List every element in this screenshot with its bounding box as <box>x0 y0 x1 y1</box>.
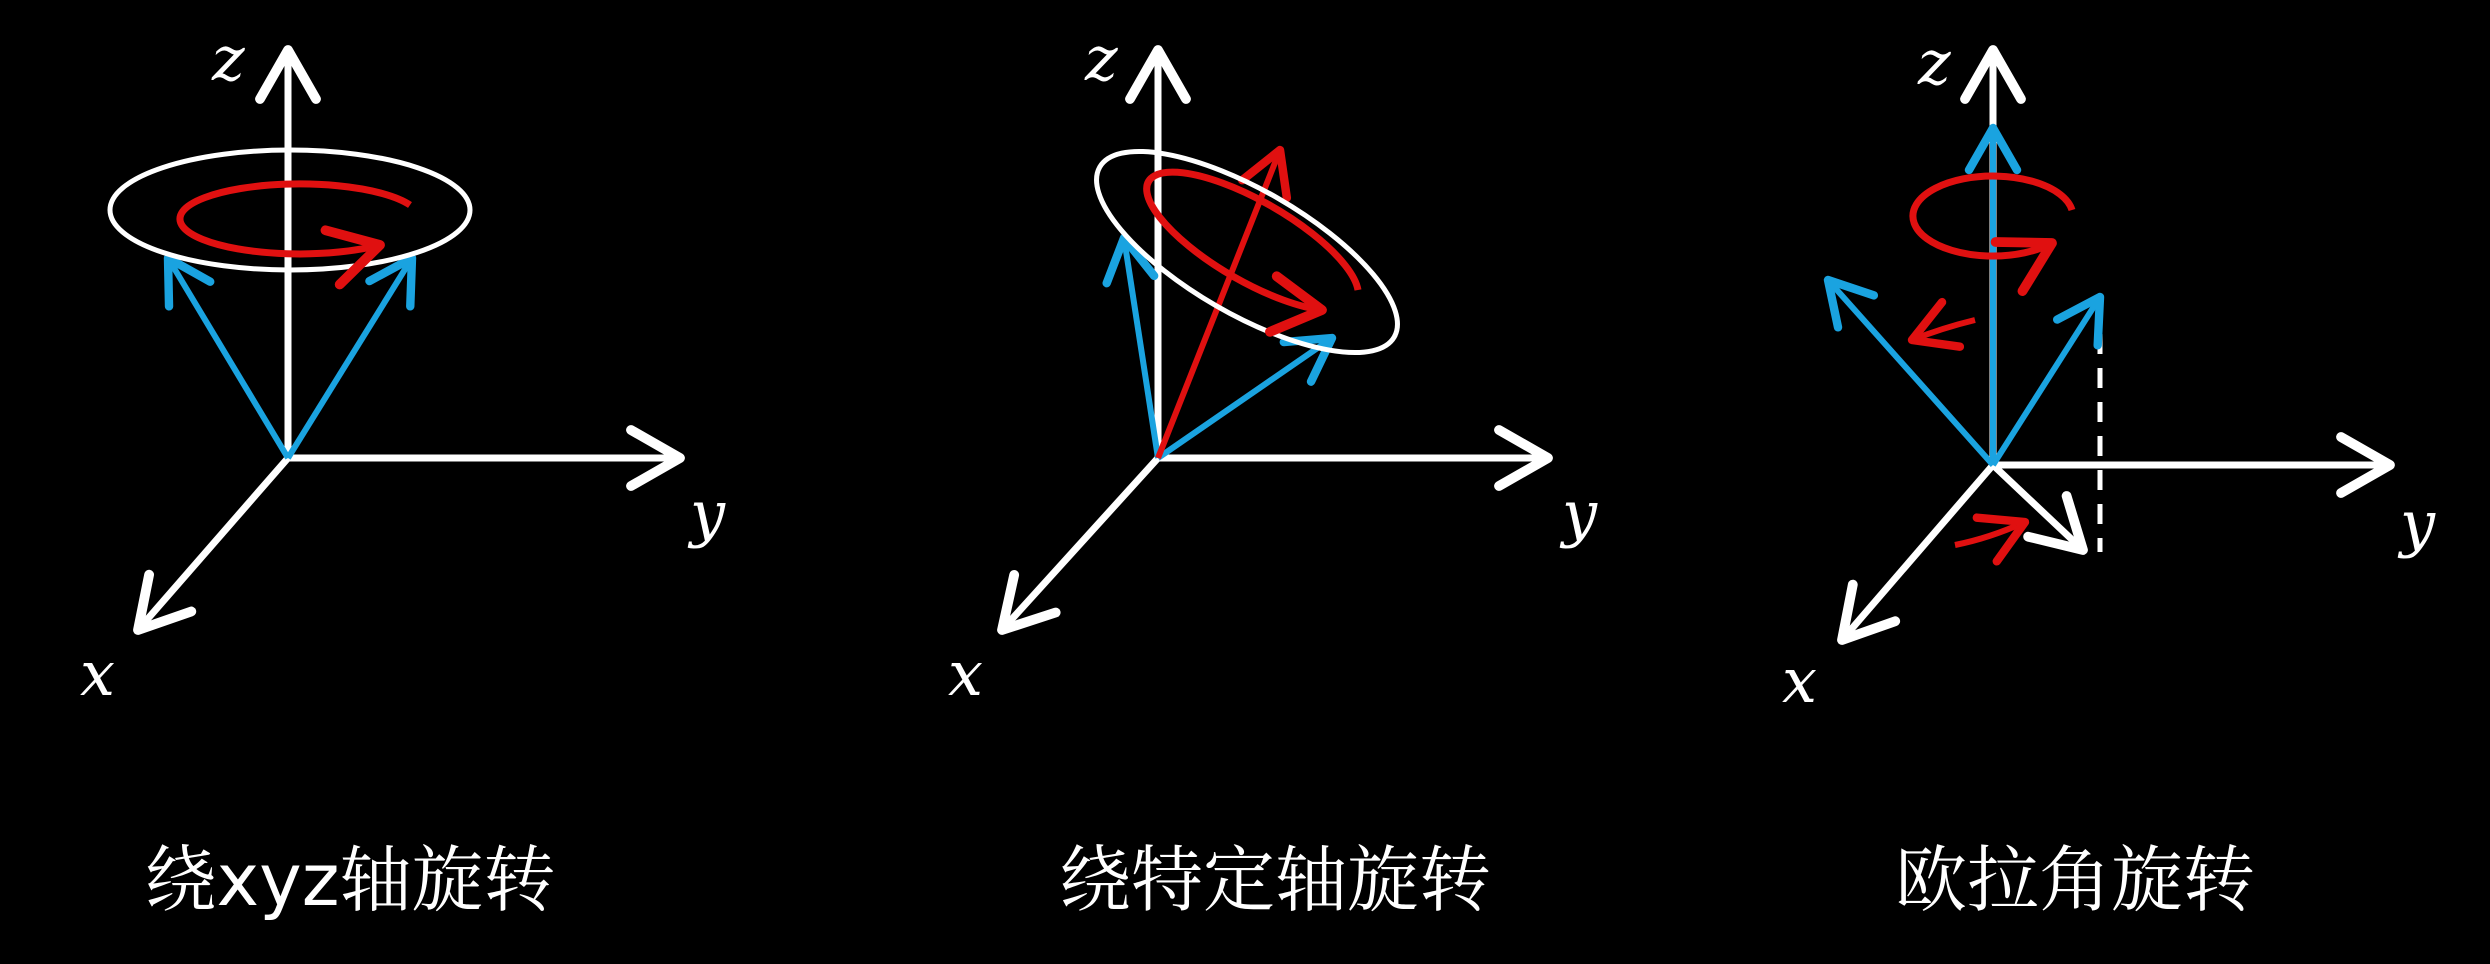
vector-right <box>288 258 412 458</box>
x-axis <box>1842 465 1993 640</box>
vector-right <box>1993 297 2100 465</box>
panel-caption: 欧拉角旋转 <box>1894 838 2256 922</box>
rotation-arrow-base <box>1955 522 2025 545</box>
panel-euler-rotation <box>1782 26 2436 922</box>
z-axis-label: z <box>212 22 245 95</box>
z-axis-label: z <box>1918 26 1951 99</box>
x-axis <box>1002 458 1158 630</box>
y-axis-label: y <box>690 477 726 550</box>
rotation-arrow-tilt <box>1912 320 1975 340</box>
vector-left <box>1828 280 1993 465</box>
y-axis-label: y <box>2400 487 2436 560</box>
y-axis-label: y <box>1562 477 1598 550</box>
panel-caption: 绕xyz轴旋转 <box>144 838 556 922</box>
rotated-x-axis <box>1993 465 2083 550</box>
rotation-arrow <box>1147 172 1358 310</box>
panel-xyz-rotation <box>80 22 726 922</box>
x-axis-label: x <box>948 637 983 710</box>
rotation-arrow <box>180 184 410 254</box>
z-axis-label: z <box>1085 22 1118 95</box>
rotation-ellipse <box>1069 113 1425 390</box>
panel-axis-rotation <box>948 22 1598 922</box>
vector-left <box>168 258 288 458</box>
vector-left <box>1124 238 1158 458</box>
x-axis-label: x <box>1782 644 1817 717</box>
panel-caption: 绕特定轴旋转 <box>1058 838 1492 922</box>
x-axis <box>138 458 288 630</box>
rotation-axis-vector <box>1158 150 1280 458</box>
x-axis-label: x <box>80 637 115 710</box>
